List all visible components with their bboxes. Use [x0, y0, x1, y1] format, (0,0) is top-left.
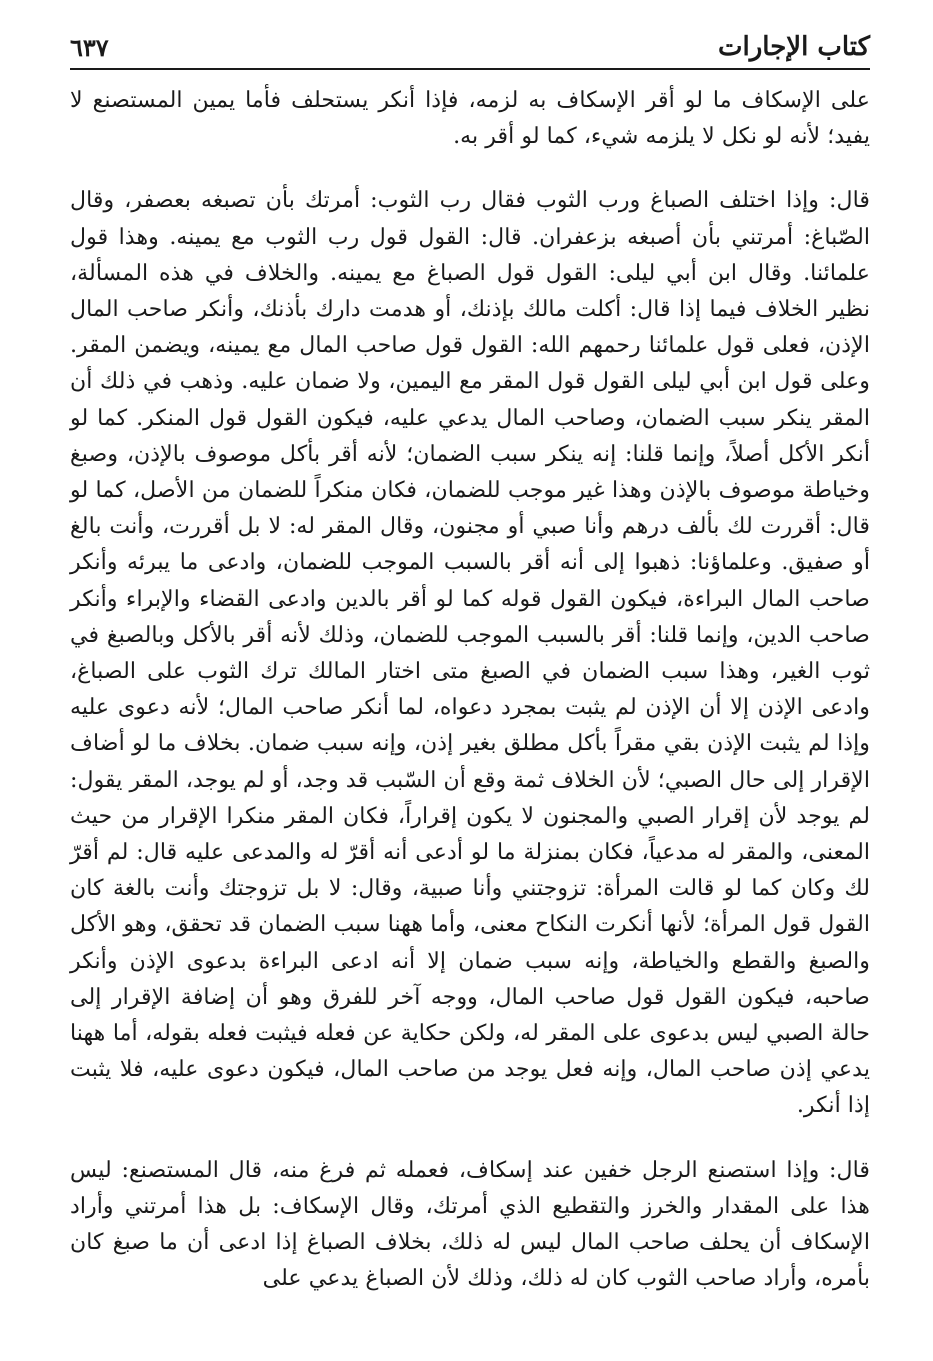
- paragraph-gap: [70, 1124, 870, 1152]
- paragraph-cobbler-order: قال: وإذا استصنع الرجل خفين عند إسكاف، فعمله ثم فرغ منه، قال المستصنع: ليس هذا على المقدار والخرز والتقطيع الذي أمرتك، وقال الإسكاف: بل هذا أمرتني وأراد الإسكاف أن يحلف صاحب المال ليس له ذلك، بخلاف الصباغ إذا ادعى أن ما صبغ كان بأمره، وأراد صاحب الثوب كان له ذلك، وذلك لأن الصباغ يدعي على: [70, 1156, 870, 1292]
- paragraph-continuation: على الإسكاف ما لو أقر الإسكاف به لزمه، فإذا أنكر يستحلف فأما يمين المستصنع لا يفيد؛ لأنه لو نكل لا يلزمه شيء، كما لو أقر به.: [70, 87, 870, 150]
- book-page: [70, 22, 870, 1297]
- body-text: [70, 82, 870, 1297]
- page-number: ٦٣٧: [70, 33, 109, 62]
- page-header: [70, 22, 870, 70]
- paragraph-gap: [70, 154, 870, 182]
- paragraph-dyer-dispute: قال: وإذا اختلف الصباغ ورب الثوب فقال رب الثوب: أمرتك بأن تصبغه بعصفر، وقال الصّباغ: أمرتني بأن أصبغه بزعفران. قال: القول قول رب الثوب مع يمينه. وهذا قول علمائنا. وقال ابن أبي ليلى: القول قول الصباغ مع يمينه. والخلاف في هذه المسألة، نظير الخلاف فيما إذا قال: أكلت مالك بإذنك، أو هدمت دارك بأذنك، وأنكر صاحب المال الإذن، فعلى قول علمائنا رحمهم الله: القول قول صاحب المال مع يمينه، ويضمن المقر. وعلى قول ابن أبي ليلى القول قول المقر مع اليمين، ولا ضمان عليه. وذهب في ذلك أن المقر ينكر سبب الضمان، وصاحب المال يدعي عليه، فيكون القول قول المنكر. كما لو أنكر الأكل أصلاً، وإنما قلنا: إنه ينكر سبب الضمان؛ لأنه أقر بأكل موصوف بالإذن، وصبغ وخياطة موصوف بالإذن وهذا غير موجب للضمان، فكان منكراً للضمان من الأصل، كما لو قال: أقررت لك بألف درهم وأنا صبي أو مجنون، وقال المقر له: لا بل أقررت، وأنت بالغ أو صفيق. وعلماؤنا: ذهبوا إلى أنه أقر بالسبب الموجب للضمان، وادعى ما يبرئه وأنكر صاحب المال البراءة، فيكون القول قوله كما لو أقر بالدين وادعى القضاء والإبراء وأنكر صاحب الدين، وإنما قلنا: أقر بالسبب الموجب للضمان، وذلك لأنه أقر بالأكل وبالصبغ في ثوب الغير، وهذا سبب الضمان في الصبغ متى اختار المالك ترك الثوب على الصباغ، وادعى الإذن إلا أن الإذن لم يثبت بمجرد دعواه، لما أنكر صاحب المال؛ لأنه دعوى عليه وإذا لم يثبت الإذن بقي مقراً بأكل مطلق بغير إذن، وإنه سبب ضمان. بخلاف ما لو أضاف الإقرار إلى حال الصبي؛ لأن الخلاف ثمة وقع أن السّبب قد وجد، أو لم يوجد، المقر يقول: لم يوجد لأن إقرار الصبي والمجنون لا يكون إقراراً، فكان المقر منكرا الإقرار من حيث المعنى، والمقر له مدعياً، فكان بمنزلة ما لو أدعى أنه أقرّ له والمدعى عليه قال: لم أقرّ لك وكان كما لو قالت المرأة: تزوجتني وأنا صبية، وقال: لا بل تزوجتك وأنت بالغة كان القول قول المرأة؛ لأنها أنكرت النكاح معنى، وأما ههنا سبب الضمان قد تحقق، وهو الأكل والصبغ والقطع والخياطة، وإنه سبب ضمان إلا أنه ادعى البراءة بدعوى الإذن وأنكر صاحبه، فيكون القول قول صاحب المال، ووجه آخر للفرق وهو أن إضافة الإقرار إلى حالة الصبي ليس بدعوى على المقر له، ولكن حكاية عن فعله فيثبت فعله بقوله، أما ههنا يدعي إذن صاحب المال، وإنه فعل يوجد من صاحب المال، فيكون دعوى عليه، فلا يثبت إذا أنكر.: [70, 187, 871, 1119]
- running-head-title: كتاب الإجارات: [718, 32, 870, 62]
